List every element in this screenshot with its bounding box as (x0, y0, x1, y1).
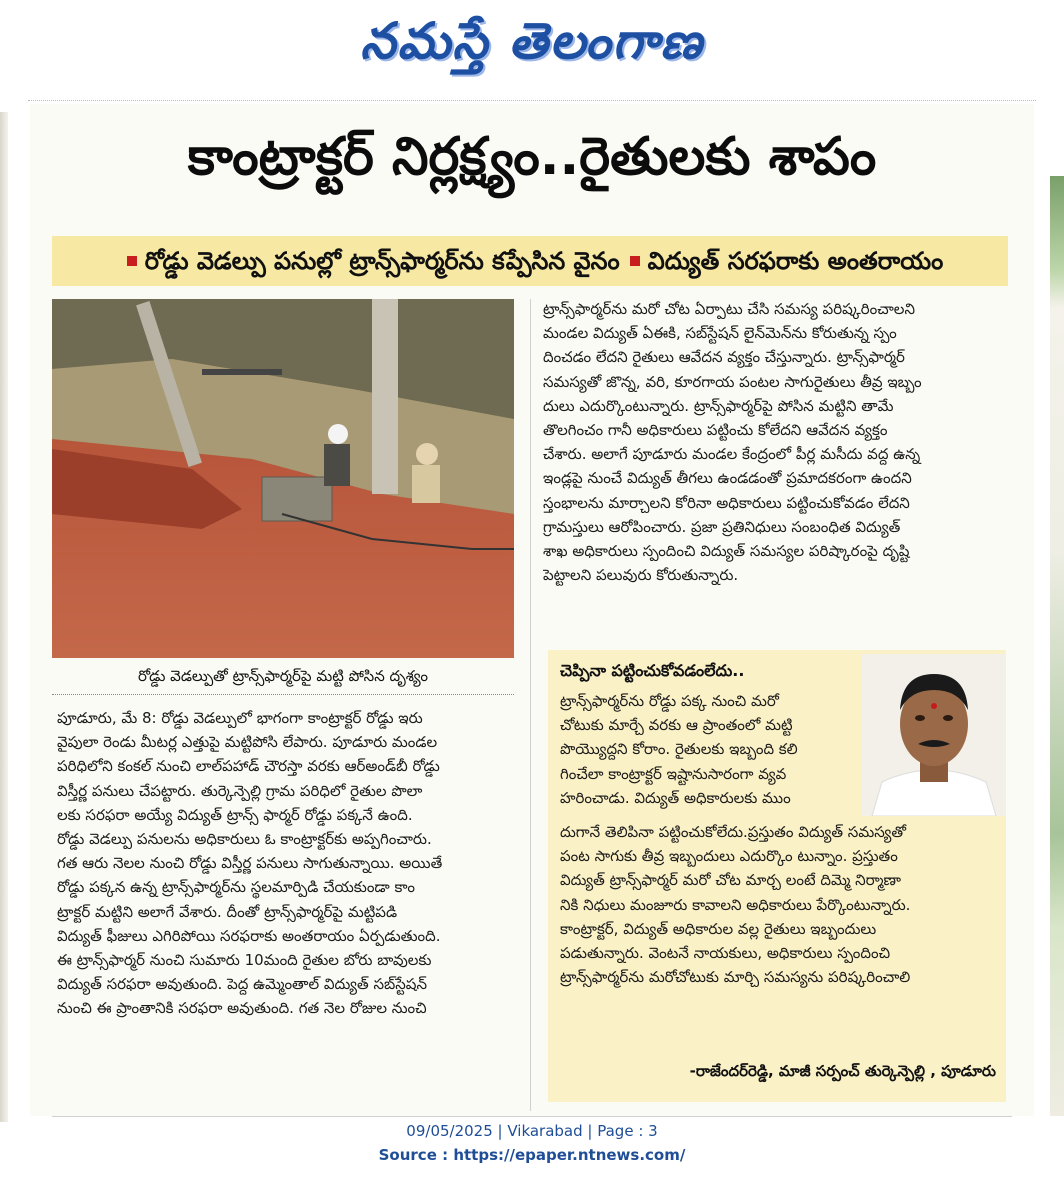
text-line: నికి నిధులు మంజూరు కావాలని అధికారులు పేర్కొంటున్నారు. (560, 895, 911, 914)
adjacent-page-edge-right (1050, 176, 1064, 1116)
text-line: విద్యుత్ సరఫరా అవుతుంది. పెద్ద ఉమ్మెంతాల్ విద్యుత్ సబ్‌స్టేషన్ (57, 975, 427, 994)
text-line: దులు ఎదుర్కొంటున్నారు. ట్రాన్స్‌ఫార్మర్‌పై పోసిన మట్టిని తామే (543, 396, 894, 415)
text-line: ట్రాక్టర్ మట్టిని అలాగే వేశారు. దీంతో ట్రాన్స్‌ఫార్మర్‌పై మట్టిపడి (57, 902, 398, 921)
column-divider (530, 299, 531, 1111)
bullet-square-icon (630, 256, 640, 266)
text-line: హరించాడు. విద్యుత్ అధికారులకు ముం (560, 788, 791, 807)
quote-text-bottom (560, 820, 1004, 989)
caption-divider (52, 694, 514, 695)
subhead-part-1: రోడ్డు వెడల్పు పనుల్లో ట్రాన్స్‌ఫార్మర్‌ను కప్పేసిన వైనం (144, 247, 620, 275)
text-line: పరిధిలోని కంకల్ నుంచి లాల్‌పహాడ్ చౌరస్తా వరకు ఆర్‌అండ్‌బీ రోడ్డు (57, 757, 440, 776)
photo-caption: రోడ్డు వెడల్పుతో ట్రాన్స్‌ఫార్మర్‌పై మట్టి పోసిన దృశ్యం (138, 667, 428, 685)
text-line: పెట్టాలని పలువురు కోరుతున్నారు. (543, 566, 739, 585)
footer-source: Source : https://epaper.ntnews.com/ (378, 1146, 686, 1164)
text-line: పడుతున్నారు. వెంటనే నాయకులు, అధికారులు స్పందించి (560, 944, 891, 963)
text-line: మండల విద్యుత్ ఏఈకి, సబ్‌స్టేషన్ లైన్‌మెన్‌ను కోరుతున్న స్పం (543, 324, 897, 343)
masthead-logo-text: నమస్తే తెలంగాణ (360, 11, 704, 70)
text-line: పూడూరు, మే 8: రోడ్డు వెడల్పులో భాగంగా కాంట్రాక్టర్ రోడ్డు ఇరు (57, 709, 423, 727)
quote-signature: -రాజేందర్‌రెడ్డి, మాజీ సర్పంచ్ తుర్కెన్పెల్లి , పూడూరు (689, 1062, 996, 1080)
text-line: చేశారు. అలాగే పూడూరు మండల కేంద్రంలో పీర్ల మసీదు వద్ద ఉన్న (543, 445, 921, 464)
text-line: నుంచి ఈ ప్రాంతానికి సరఫరా అవుతుంది. గత నెల రోజుల నుంచి (57, 999, 427, 1018)
text-line: గ్రామస్తులు ఆరోపించారు. ప్రజా ప్రతినిధులు సంబంధిత విద్యుత్ (543, 517, 901, 536)
portrait-illustration (862, 654, 1006, 816)
text-line: రోడ్డు పక్కన ఉన్న ట్రాన్స్‌ఫార్మర్‌ను స్థలమార్పిడి చేయకుండా కాం (57, 878, 415, 897)
text-line: పంట సాగుకు తీవ్ర ఇబ్బందులు ఎదుర్కొం టున్నాం. ప్రస్తుతం (560, 847, 898, 866)
right-column-text (543, 297, 1011, 587)
page-footer (0, 1119, 1064, 1167)
bullet-square-icon (127, 256, 137, 266)
photo-illustration (52, 299, 514, 658)
text-line: విద్యుత్ ఫీజులు ఎగిరిపోయి సరఫరాకు అంతరాయం ఏర్పడుతుంది. (57, 926, 441, 945)
text-line: స్తంభాలను మార్చాలని కోరినా అధికారులు పట్టించుకోవడం లేదని (543, 493, 910, 512)
text-line: తొలగించం గానీ అధికారులు పట్టించు కోలేదని ఆవేదన వ్యక్తం (543, 421, 888, 440)
text-line: ఇండ్లపై నుంచే విద్యుత్ తీగలు ఉండడంతో ప్రమాదకరంగా ఉందని (543, 469, 912, 488)
adjacent-page-edge-left (0, 112, 8, 1122)
masthead-divider (28, 100, 1036, 101)
text-line: పొయ్యొద్దని కోరాం. రైతులకు ఇబ్బంది కలి (560, 740, 798, 759)
text-line: ట్రాన్స్‌ఫార్మర్‌ను మరో చోట ఏర్పాటు చేసి సమస్య పరిష్కరించాలని (543, 300, 915, 318)
text-line: విస్తీర్ణ పనులు చేపట్టారు. తుర్కెన్పెల్లి గ్రామ పరిధిలో రైతుల పొలా (57, 781, 423, 800)
text-line: రోడ్డు వెడల్పు పనులను అధికారులు ఓ కాంట్రాక్టర్‌కు అప్పగించారు. (57, 830, 432, 849)
news-photo-transformer (52, 299, 514, 658)
text-line: సమస్యతో జొన్న, వరి, కూరగాయ పంటల సాగురైతులు తీవ్ర ఇబ్బం (543, 372, 922, 391)
text-line: గత ఆరు నెలల నుంచి రోడ్డు విస్తీర్ణ పనులు సాగుతున్నాయి. అయితే (57, 854, 443, 873)
text-line: వైపులా రెండు మీటర్ల ఎత్తుపై మట్టిపోసి లేపారు. పూడూరు మండల (57, 733, 438, 752)
text-line: విద్యుత్ ట్రాన్స్‌ఫార్మర్ మరో చోట మార్చ లంటే దిమ్మె నిర్మాణా (560, 871, 901, 890)
article-headline: కాంట్రాక్టర్ నిర్లక్ష్యం..రైతులకు శాపం (187, 127, 877, 187)
text-line: ఈ ట్రాన్స్‌ఫార్మర్ నుంచి సుమారు 10మంది రైతుల బోరు బావులకు (57, 951, 432, 970)
text-line: చోటుకు మార్చే వరకు ఆ ప్రాంతంలో మట్టి (560, 716, 793, 735)
text-line: శాఖ అధికారులు స్పందించి విద్యుత్ సమస్యల పరిష్కారంపై దృష్టి (543, 542, 910, 561)
subhead-part-2: విద్యుత్ సరఫరాకు అంతరాయం (647, 247, 944, 275)
footer-date-edition: 09/05/2025 | Vikarabad | Page : 3 (406, 1122, 658, 1140)
article-subhead (52, 236, 1008, 286)
bottom-divider (52, 1116, 1012, 1117)
masthead (0, 6, 1064, 82)
left-column-text (57, 706, 515, 1021)
quote-box-title: చెప్పినా పట్టించుకోవడంలేదు.. (560, 661, 745, 680)
text-line: ట్రాన్స్‌ఫార్మర్‌ను మరోచోటుకు మార్చి సమస్యను పరిష్కరించాలి (560, 968, 911, 987)
portrait-photo (862, 654, 1006, 816)
text-line: దించడం లేదని రైతులు ఆవేదన వ్యక్తం చేస్తున్నారు. ట్రాన్స్‌ఫార్మర్ (543, 348, 905, 367)
text-line: దుగానే తెలిపినా పట్టించుకోలేదు.ప్రస్తుతం విద్యుత్ సమస్యతో (560, 823, 907, 841)
text-line: ట్రాన్స్‌ఫార్మర్‌ను రోడ్డు పక్క నుంచి మరో (560, 692, 779, 710)
text-line: లకు సరఫరా అయ్యే విద్యుత్ ట్రాన్స్ ఫార్మర్ రోడ్డు పక్కనే ఉంది. (57, 805, 413, 824)
text-line: గించేలా కాంట్రాక్టర్ ఇష్టానుసారంగా వ్యవ (560, 764, 787, 783)
text-line: కాంట్రాక్టర్, విద్యుత్ అధికారుల వల్ల రైతులు ఇబ్బందులు (560, 919, 877, 938)
quote-text-top (560, 689, 852, 810)
